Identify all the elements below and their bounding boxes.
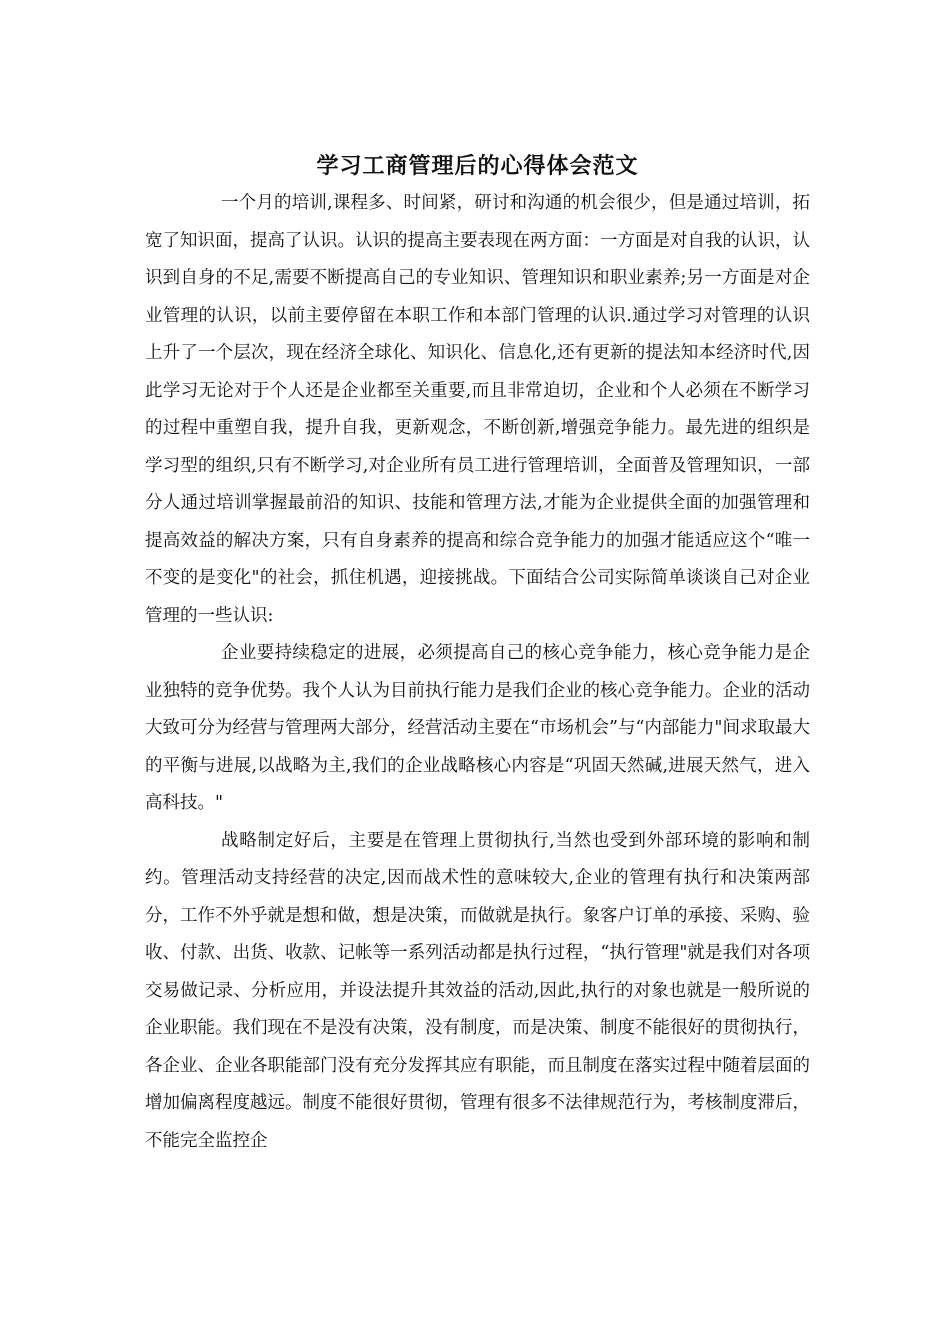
paragraph-3: 战略制定好后，主要是在管理上贯彻执行,当然也受到外部环境的影响和制约。管理活动支持经营的决定,因而战术性的意味较大,企业的管理有执行和决策两部分，工作不外乎就是想和做，想是决策，而做就是执行。象客户订单的承接、采购、验收、付款、出货、收款、记帐等一系列活动都是执行过程，“执行管理"就是我们对各项交易做记录、分析应用，并设法提升其效益的活动,因此,执行的对象也就是一般所说的企业职能。我们现在不是没有决策，没有制度，而是决策、制度不能很好的贯彻执行，各企业、企业各职能部门没有充分发挥其应有职能，而且制度在落实过程中随着层面的增加偏离程度越远。制度不能很好贯彻，管理有很多不法律规范行为，考核制度滞后，不能完全监控企 — [145, 830, 810, 1151]
paragraph-2: 企业要持续稳定的进展，必须提高自己的核心竞争能力，核心竞争能力是企业独特的竞争优势。我个人认为目前执行能力是我们企业的核心竞争能力。企业的活动大致可分为经营与管理两大部分，经营活动主要在“市场机会”与“内部能力"间求取最大的平衡与进展,以战略为主,我们的企业战略核心内容是“巩固天然碱,进展天然气，进入高科技。" — [145, 643, 810, 813]
document-title: 学习工商管理后的心得体会范文 — [316, 153, 639, 179]
document-page — [145, 150, 810, 1160]
paragraph-1: 一个月的培训,课程多、时间紧，研讨和沟通的机会很少，但是通过培训，拓宽了知识面，提高了认识。认识的提高主要表现在两方面：一方面是对自我的认识，认识到自身的不足,需要不断提高自己的专业知识、管理知识和职业素养;另一方面是对企业管理的认识，以前主要停留在本职工作和本部门管理的认识.通过学习对管理的认识上升了一个层次，现在经济全球化、知识化、信息化,还有更新的提法知本经济时代,因此学习无论对于个人还是企业都至关重要,而且非常迫切，企业和个人必须在不断学习的过程中重塑自我，提升自我，更新观念，不断创新,增强竞争能力。最先进的组织是学习型的组织,只有不断学习,对企业所有员工进行管理培训，全面普及管理知识，一部分人通过培训掌握最前沿的知识、技能和管理方法,才能为企业提供全面的加强管理和提高效益的解决方案，只有自身素养的提高和综合竞争能力的加强才能适应这个“唯一不变的是变化"的社会，抓住机遇，迎接挑战。下面结合公司实际简单谈谈自己对企业管理的一些认识: — [145, 193, 810, 626]
